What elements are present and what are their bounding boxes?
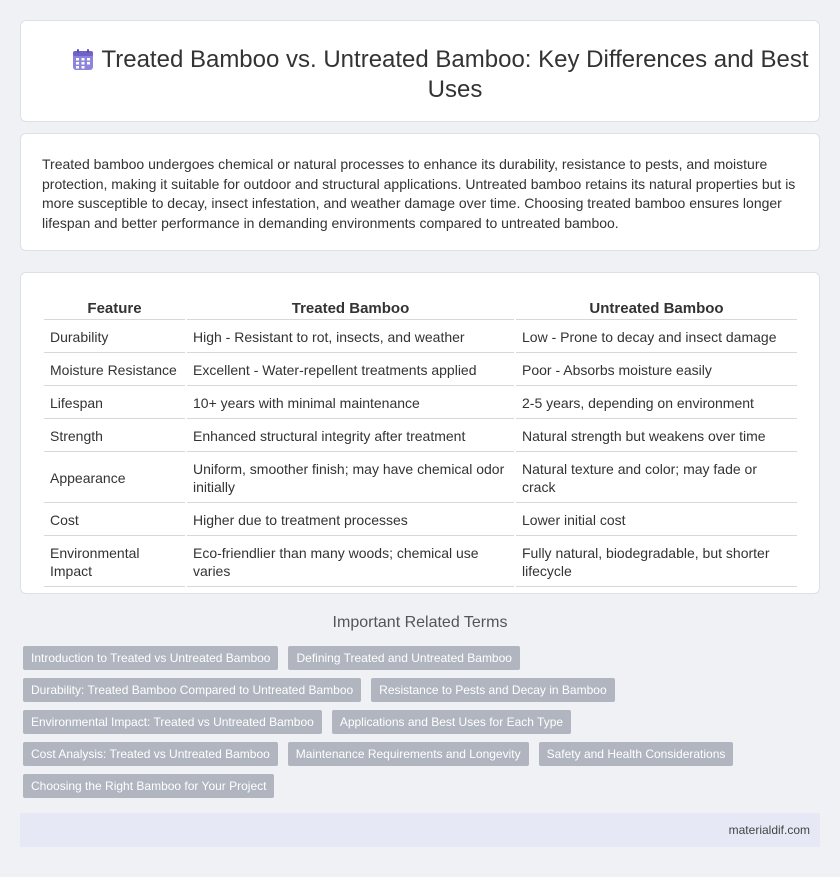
related-term-tag[interactable]: Durability: Treated Bamboo Compared to Untreated Bamboo bbox=[23, 678, 361, 702]
header-card bbox=[20, 20, 820, 122]
related-term-tag[interactable]: Choosing the Right Bamboo for Your Project bbox=[23, 774, 274, 798]
table-row bbox=[44, 388, 797, 419]
table-header-row bbox=[44, 298, 797, 320]
feature-cell: Lifespan bbox=[44, 388, 185, 419]
related-term-tag[interactable]: Environmental Impact: Treated vs Untreated Bamboo bbox=[23, 710, 322, 734]
header-treated: Treated Bamboo bbox=[187, 298, 514, 320]
untreated-cell: 2-5 years, depending on environment bbox=[516, 388, 797, 419]
untreated-cell: Natural texture and color; may fade or crack bbox=[516, 454, 797, 503]
treated-cell: Enhanced structural integrity after treatment bbox=[187, 421, 514, 452]
feature-cell: Strength bbox=[44, 421, 185, 452]
comparison-table bbox=[42, 296, 799, 589]
related-terms-list bbox=[23, 646, 813, 806]
comparison-card bbox=[20, 272, 820, 594]
treated-cell: High - Resistant to rot, insects, and weather bbox=[187, 322, 514, 353]
table-row bbox=[44, 538, 797, 587]
feature-cell: Appearance bbox=[44, 454, 185, 503]
related-terms-title: Important Related Terms bbox=[332, 614, 508, 631]
related-term-tag[interactable]: Maintenance Requirements and Longevity bbox=[288, 742, 529, 766]
related-term-tag[interactable]: Cost Analysis: Treated vs Untreated Bamboo bbox=[23, 742, 278, 766]
related-term-tag[interactable]: Safety and Health Considerations bbox=[539, 742, 734, 766]
treated-cell: Higher due to treatment processes bbox=[187, 505, 514, 536]
feature-cell: Cost bbox=[44, 505, 185, 536]
feature-cell: Durability bbox=[44, 322, 185, 353]
untreated-cell: Natural strength but weakens over time bbox=[516, 421, 797, 452]
intro-text: Treated bamboo undergoes chemical or natural processes to enhance its durability, resistance to pests, and moisture protection, making it suitable for outdoor and structural applications. Untreated bamboo retains its natural properties but is more susceptible to decay, insect infestation, and weather damage over time. Choosing treated bamboo ensures longer lifespan and better performance in demanding environments compared to untreated bamboo. bbox=[42, 156, 796, 231]
footer-site-link[interactable]: materialdif.com bbox=[728, 823, 810, 837]
untreated-cell: Low - Prone to decay and insect damage bbox=[516, 322, 797, 353]
related-term-tag[interactable]: Resistance to Pests and Decay in Bamboo bbox=[371, 678, 614, 702]
intro-card bbox=[20, 133, 820, 251]
feature-cell: Environmental Impact bbox=[44, 538, 185, 587]
feature-cell: Moisture Resistance bbox=[44, 355, 185, 386]
related-term-tag[interactable]: Defining Treated and Untreated Bamboo bbox=[288, 646, 519, 670]
table-row bbox=[44, 421, 797, 452]
untreated-cell: Fully natural, biodegradable, but shorter lifecycle bbox=[516, 538, 797, 587]
related-term-tag[interactable]: Applications and Best Uses for Each Type bbox=[332, 710, 571, 734]
untreated-cell: Lower initial cost bbox=[516, 505, 797, 536]
table-row bbox=[44, 505, 797, 536]
untreated-cell: Poor - Absorbs moisture easily bbox=[516, 355, 797, 386]
page-title: Treated Bamboo vs. Untreated Bamboo: Key Differences and Best Uses bbox=[101, 46, 809, 103]
treated-cell: Excellent - Water-repellent treatments applied bbox=[187, 355, 514, 386]
table-row bbox=[44, 454, 797, 503]
related-term-tag[interactable]: Introduction to Treated vs Untreated Bamboo bbox=[23, 646, 278, 670]
calendar-icon bbox=[71, 48, 95, 72]
treated-cell: Uniform, smoother finish; may have chemical odor initially bbox=[187, 454, 514, 503]
header-untreated: Untreated Bamboo bbox=[516, 298, 797, 320]
treated-cell: 10+ years with minimal maintenance bbox=[187, 388, 514, 419]
table-row bbox=[44, 355, 797, 386]
footer bbox=[20, 813, 820, 847]
treated-cell: Eco-friendlier than many woods; chemical use varies bbox=[187, 538, 514, 587]
header-feature: Feature bbox=[44, 298, 185, 320]
table-row bbox=[44, 322, 797, 353]
